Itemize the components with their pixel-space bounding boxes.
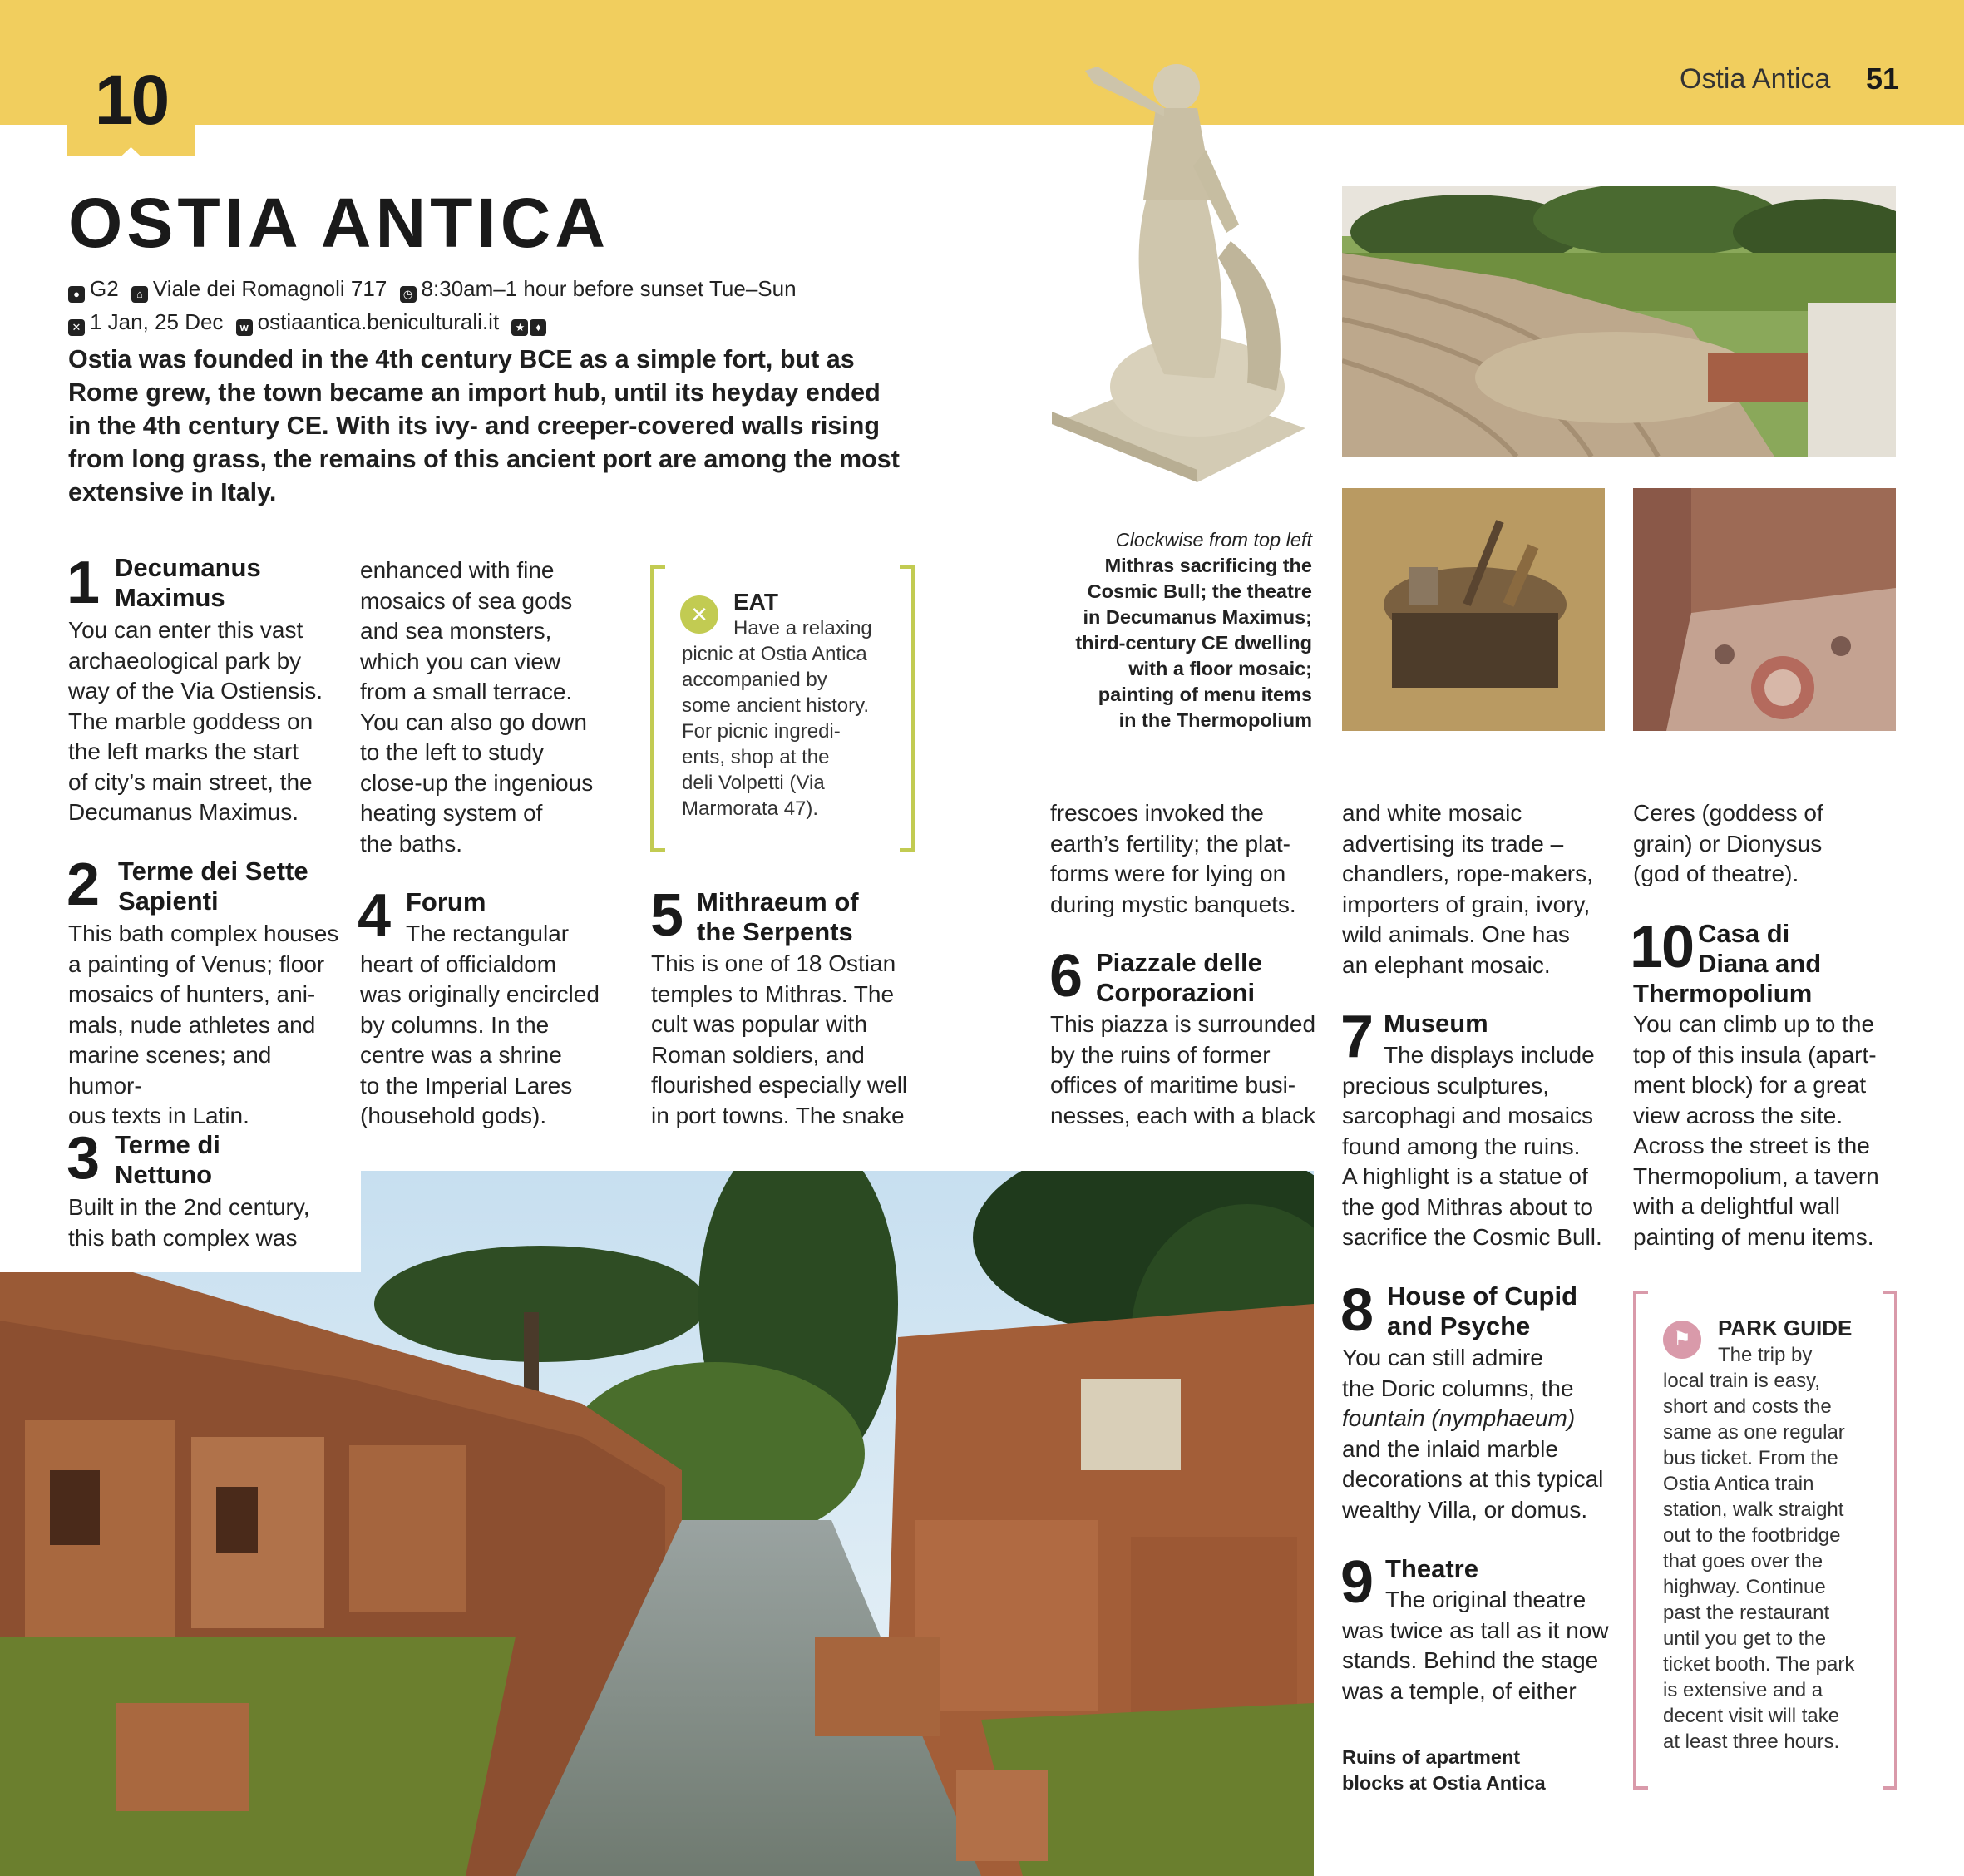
theatre-photo	[1342, 186, 1896, 457]
text-line: temples to Mithras. The	[651, 980, 895, 1007]
text-line: is extensive and a	[1663, 1679, 1823, 1701]
text-line: sarcophagi and mosaics	[1342, 1103, 1593, 1128]
closed-calendar-icon: ✕	[68, 319, 85, 336]
ruins-illustration	[0, 1171, 1314, 1876]
text-line: decorations at this typical	[1342, 1466, 1604, 1492]
item-2-title	[118, 857, 308, 916]
text-line: to the Imperial Lares	[360, 1072, 573, 1098]
item-8-text	[1342, 1343, 1625, 1525]
text-line: mosaics of hunters, ani-	[68, 981, 316, 1007]
map-pin-icon: ●	[68, 286, 85, 303]
item-4-number: 4	[358, 882, 390, 949]
item-title-line: Sapienti	[118, 886, 219, 916]
item-9-number: 9	[1340, 1549, 1373, 1616]
item-title-line: and Psyche	[1387, 1311, 1531, 1340]
item-3-title	[115, 1130, 220, 1190]
eat-box	[650, 565, 915, 852]
text-line: way of the Via Ostiensis.	[68, 678, 323, 704]
eat-label: EAT	[733, 589, 778, 615]
item-5-text	[651, 949, 934, 1131]
item-6-text	[1050, 1010, 1333, 1131]
text-line: ticket booth. The park	[1663, 1653, 1855, 1676]
caption-line: with a floor mosaic;	[1128, 658, 1312, 679]
text-line: importers of grain, ivory,	[1342, 891, 1591, 917]
text-line: ents, shop at the	[682, 746, 830, 768]
text-line: You can climb up to the	[1633, 1011, 1875, 1037]
intro-paragraph	[68, 343, 900, 509]
info-line-1	[68, 276, 797, 303]
text-line: in port towns. The snake	[651, 1102, 905, 1128]
text-line: an elephant mosaic.	[1342, 951, 1551, 978]
thermopolium-painting-photo	[1342, 488, 1605, 731]
text-line: archaeological park by	[68, 647, 302, 674]
text-line: nesses, each with a black	[1050, 1102, 1316, 1128]
fork-knife-icon: ✕	[680, 595, 718, 634]
bottom-photo-caption	[1342, 1745, 1546, 1796]
text-line: mals, nude athletes and	[68, 1011, 316, 1038]
text-line: deli Volpetti (Via	[682, 772, 825, 794]
item-5-number: 5	[650, 882, 683, 949]
chapter-number: 10	[94, 61, 168, 139]
text-line: and white mosaic	[1342, 800, 1522, 826]
item-title-line: House of Cupid	[1387, 1281, 1578, 1311]
caption-line: blocks at Ostia Antica	[1342, 1772, 1546, 1794]
item-title-line: Mithraeum of	[697, 887, 859, 916]
caption-line: painting of menu items	[1098, 684, 1312, 705]
text-line: short and costs the	[1663, 1395, 1832, 1418]
text-line: which you can view	[360, 648, 561, 674]
text-line: was twice as tall as it now	[1342, 1617, 1609, 1643]
item-9-text	[1342, 1585, 1625, 1706]
item-3-continued-text	[360, 555, 634, 859]
mosaic-illustration	[1633, 488, 1896, 731]
item-title-line: Terme di	[115, 1130, 220, 1159]
text-line: The marble goddess on	[68, 708, 313, 734]
text-line: earth’s fertility; the plat-	[1050, 830, 1290, 857]
text-line: (god of theatre).	[1633, 861, 1799, 886]
item-6-continued-text	[1342, 798, 1616, 980]
item-4-text	[360, 919, 643, 1132]
text-line: and sea monsters,	[360, 618, 552, 644]
item-title-line: Maximus	[115, 583, 225, 612]
text-line: The displays include	[1384, 1042, 1595, 1068]
top-photo-caption	[1039, 527, 1312, 733]
text-line: enhanced with fine	[360, 557, 555, 583]
item-title-line: Nettuno	[115, 1160, 213, 1189]
text-line: local train is easy,	[1663, 1370, 1820, 1392]
text-line: was a temple, of either	[1342, 1677, 1577, 1704]
item-2-text	[68, 919, 343, 1132]
item-10-number: 10	[1630, 914, 1694, 980]
text-line: Ceres (goddess of	[1633, 800, 1823, 826]
item-7-title	[1384, 1009, 1488, 1039]
caption-line: Cosmic Bull; the theatre	[1087, 580, 1312, 602]
item-title-line: Forum	[406, 887, 486, 916]
text-line: Thermopolium, a tavern	[1633, 1163, 1879, 1189]
mithras-statue-photo	[1039, 50, 1322, 482]
text-line: This is one of 18 Ostian	[651, 950, 896, 976]
item-title-line: Diana and	[1698, 949, 1822, 978]
grid-ref: G2	[90, 276, 119, 301]
text-line: The rectangular	[406, 921, 570, 946]
item-title-line: Corporazioni	[1096, 978, 1256, 1007]
text-line: the Doric columns, the	[1342, 1375, 1574, 1401]
text-line: with a delightful wall	[1633, 1193, 1841, 1219]
text-line: found among the ruins.	[1342, 1133, 1581, 1159]
text-line: by columns. In the	[360, 1011, 550, 1038]
text-line: Ostia Antica train	[1663, 1473, 1814, 1495]
text-line: precious sculptures,	[1342, 1072, 1550, 1098]
intro-line: Rome grew, the town became an import hub, until its heyday ended	[68, 378, 881, 407]
text-line: heating system of	[360, 800, 543, 826]
text-line: a painting of Venus; floor	[68, 950, 325, 977]
floor-mosaic-photo	[1633, 488, 1896, 731]
text-line: forms were for lying on	[1050, 861, 1286, 886]
text-line: until you get to the	[1663, 1627, 1827, 1650]
intro-line: extensive in Italy.	[68, 478, 277, 506]
text-line: wild animals. One has	[1342, 921, 1570, 947]
closed-days: 1 Jan, 25 Dec	[90, 309, 224, 334]
park-guide-label: PARK GUIDE	[1718, 1316, 1853, 1340]
text-line: was originally encircled	[360, 981, 600, 1007]
info-line-2	[68, 309, 551, 336]
item-title-line: Casa di	[1698, 919, 1790, 948]
text-line: same as one regular	[1663, 1421, 1845, 1444]
caption-line: in the Thermopolium	[1118, 709, 1312, 731]
clock-icon: ◷	[400, 286, 417, 303]
text-line: the god Mithras about to	[1342, 1193, 1593, 1220]
text-line: ment block) for a great	[1633, 1072, 1867, 1098]
text-line: decent visit will take	[1663, 1705, 1840, 1727]
text-line: stands. Behind the stage	[1342, 1647, 1599, 1673]
text-line: of city’s main street, the	[68, 768, 313, 795]
text-line: advertising its trade –	[1342, 830, 1564, 857]
eat-text-first-line: Have a relaxing	[733, 617, 872, 639]
text-line: some ancient history.	[682, 694, 869, 717]
text-line: out to the footbridge	[1663, 1524, 1841, 1547]
painting-illustration	[1342, 488, 1605, 731]
text-line: the baths.	[360, 830, 462, 857]
intro-line: Ostia was founded in the 4th century BCE as a simple fort, but as	[68, 345, 855, 373]
item-10-text	[1633, 1010, 1916, 1252]
text-line: chandlers, rope-makers,	[1342, 861, 1593, 886]
ticket-icon: ★	[511, 319, 528, 336]
website-link[interactable]: ostiaantica.beniculturali.it	[257, 309, 500, 334]
item-6-number: 6	[1049, 943, 1082, 1010]
web-icon: w	[236, 319, 253, 336]
text-line: Decumanus Maximus.	[68, 799, 299, 825]
item-3-number: 3	[67, 1125, 99, 1192]
text-line: this bath complex was	[68, 1224, 298, 1251]
header-band	[0, 0, 1964, 125]
item-1-title	[115, 553, 261, 613]
text-line: This piazza is surrounded	[1050, 1011, 1316, 1037]
item-title-line: Piazzale delle	[1096, 948, 1262, 977]
eat-text	[682, 641, 906, 822]
section-label: Ostia Antica	[1680, 63, 1831, 95]
text-line: grain) or Dionysus	[1633, 830, 1823, 857]
text-line: accompanied by	[682, 669, 827, 691]
item-3-text	[68, 1192, 351, 1253]
text-line: fountain (nymphaeum)	[1342, 1405, 1576, 1431]
address: Viale dei Romagnoli 717	[152, 276, 387, 301]
text-line: the left marks the start	[68, 738, 299, 764]
item-4-title	[406, 887, 486, 917]
item-9-continued-text	[1633, 798, 1907, 890]
text-line: This bath complex houses	[68, 921, 339, 946]
item-1-text	[68, 615, 343, 828]
text-line: (household gods).	[360, 1103, 547, 1128]
park-guide-box	[1633, 1291, 1897, 1790]
text-line: You can still admire	[1342, 1345, 1543, 1370]
item-7-number: 7	[1340, 1004, 1373, 1070]
item-10-title-last-line: Thermopolium	[1633, 979, 1813, 1008]
item-title-line: the Serpents	[697, 917, 853, 946]
text-line: wealthy Villa, or domus.	[1342, 1496, 1588, 1523]
item-10-title	[1698, 919, 1821, 979]
home-icon: ⌂	[131, 286, 148, 303]
text-line: A highlight is a statue of	[1342, 1163, 1588, 1189]
park-guide-first-line: The trip by	[1718, 1344, 1813, 1366]
caption-line: Ruins of apartment	[1342, 1746, 1521, 1768]
item-2-number: 2	[67, 852, 99, 918]
text-line: and the inlaid marble	[1342, 1435, 1558, 1462]
theatre-illustration	[1342, 186, 1896, 457]
text-line: bus ticket. From the	[1663, 1447, 1838, 1469]
text-line: sacrifice the Cosmic Bull.	[1342, 1224, 1602, 1250]
text-line: station, walk straight	[1663, 1498, 1844, 1521]
text-line: Roman soldiers, and	[651, 1041, 865, 1068]
item-title-line: Museum	[1384, 1009, 1488, 1038]
item-8-title	[1387, 1281, 1577, 1341]
text-line: view across the site.	[1633, 1102, 1843, 1128]
park-guide-text	[1663, 1368, 1888, 1755]
text-line: top of this insula (apart-	[1633, 1041, 1877, 1068]
statue-illustration	[1039, 50, 1322, 482]
text-line: ous texts in Latin.	[68, 1103, 249, 1128]
caption-line: in Decumanus Maximus;	[1083, 606, 1312, 628]
item-title-line: Decumanus	[115, 553, 261, 582]
intro-line: in the 4th century CE. With its ivy- and creeper-covered walls rising	[68, 412, 880, 440]
text-line: Across the street is the	[1633, 1133, 1870, 1158]
text-line: marine scenes; and humor-	[68, 1042, 272, 1098]
item-5-title	[697, 887, 859, 947]
text-line: painting of menu items.	[1633, 1223, 1874, 1250]
caption-line: third-century CE dwelling	[1075, 632, 1312, 654]
text-line: cult was popular with	[651, 1011, 867, 1037]
accessibility-icon: ♦	[530, 319, 546, 336]
text-line: picnic at Ostia Antica	[682, 643, 867, 665]
caption-line: Mithras sacrificing the	[1104, 555, 1312, 576]
text-line: by the ruins of former	[1050, 1041, 1271, 1068]
text-line: frescoes invoked the	[1050, 800, 1264, 826]
ruins-apartment-blocks-photo	[0, 1171, 1314, 1876]
text-line: heart of officialdom	[360, 950, 557, 977]
item-1-number: 1	[67, 550, 99, 616]
text-line: flourished especially well	[651, 1072, 908, 1098]
text-line: close-up the ingenious	[360, 769, 594, 796]
text-line: centre was a shrine	[360, 1042, 562, 1068]
item-8-number: 8	[1340, 1277, 1373, 1344]
text-line: to the left to study	[360, 739, 545, 765]
text-line: Marmorata 47).	[682, 797, 819, 820]
text-line: highway. Continue	[1663, 1576, 1826, 1598]
opening-hours: 8:30am–1 hour before sunset Tue–Sun	[421, 276, 797, 301]
page-title: OSTIA ANTICA	[68, 184, 610, 262]
text-line: For picnic ingredi-	[682, 720, 841, 743]
text-line: Built in the 2nd century,	[68, 1194, 310, 1220]
page-number: 51	[1866, 62, 1900, 96]
text-line: offices of maritime busi-	[1050, 1072, 1296, 1098]
text-line: mosaics of sea gods	[360, 587, 573, 614]
item-title-line: Terme dei Sette	[118, 857, 308, 886]
text-line: past the restaurant	[1663, 1602, 1830, 1624]
item-title-line: Theatre	[1385, 1554, 1478, 1583]
item-7-text	[1342, 1040, 1625, 1253]
item-9-title	[1385, 1554, 1478, 1584]
text-line: The original theatre	[1385, 1587, 1586, 1612]
text-line: that goes over the	[1663, 1550, 1823, 1572]
text-line: from a small terrace.	[360, 679, 573, 704]
signpost-icon: ⚑	[1663, 1321, 1701, 1359]
text-line: at least three hours.	[1663, 1730, 1840, 1753]
item-5-continued-text	[1050, 798, 1325, 920]
caption-line: Clockwise from top left	[1115, 529, 1312, 550]
item-6-title	[1096, 948, 1262, 1008]
text-line: You can also go down	[360, 708, 587, 735]
intro-line: from long grass, the remains of this ancient port are among the most	[68, 445, 900, 473]
text-line: during mystic banquets.	[1050, 891, 1296, 917]
text-line: You can enter this vast	[68, 617, 303, 643]
